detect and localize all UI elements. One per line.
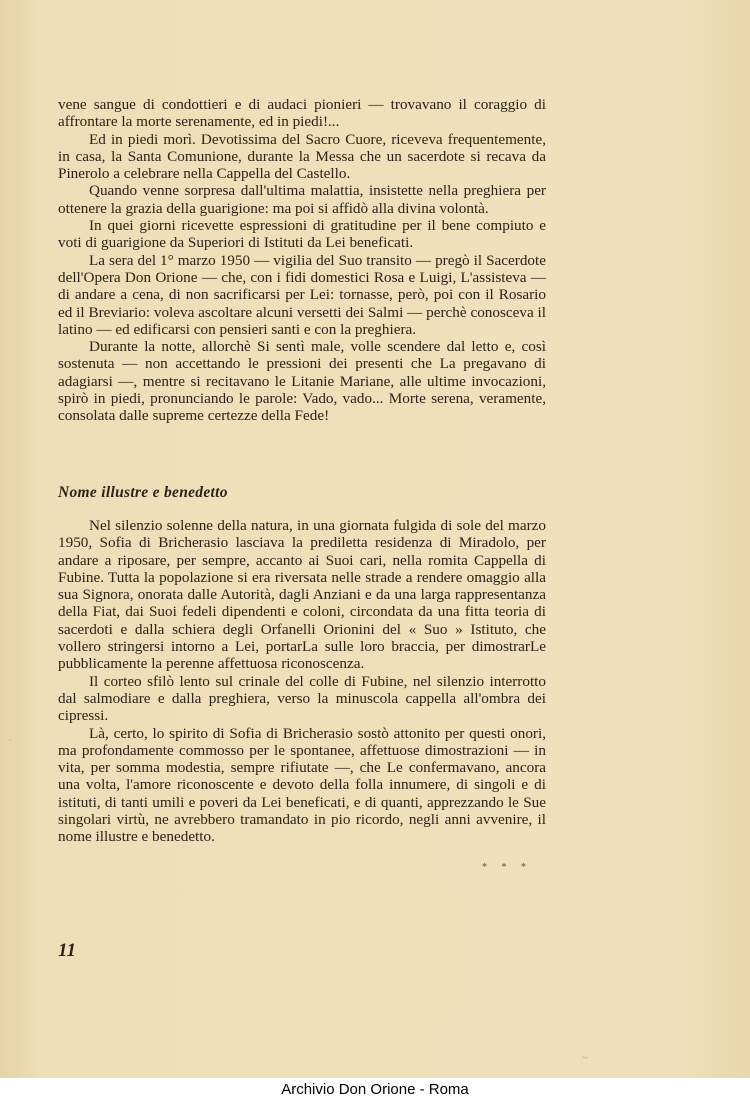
page-blemish: · [8,735,12,747]
paragraph: Nel silenzio solenne della natura, in una giornata fulgida di sole del marzo 1950, Sofia di Bricherasio lasciava la prediletta residenza di Miradolo, per andare a riposare, per sempre, accanto ai Suoi cari, nella romita Cappella di Fubine. Tutta la popolazione si era riversata nelle strade a rendere omaggio alla sua Signora, onorata dalle Autorità, dagli Anziani e da una larga rappresentanza della Fiat, dai Suoi fedeli dipendenti e coloni, circondata da una fitta teoria di sacerdoti e dalla schiera degli Orfanelli Orionini del « Suo » Istituto, che vollero stringersi intorno a Lei, portarLa sulle loro braccia, per dimostrarLe pubblicamente la perenne affettuosa riconoscenza. [58,517,546,673]
section-heading: Nome illustre e benedetto [58,484,228,501]
section-separator: * * * [482,862,532,873]
paragraph: Là, certo, lo spirito di Sofia di Bricherasio sostò attonito per questi onori, ma profondamente commosso per le spontanee, affettuose dimostrazioni — in vita, per somma modestia, sempre rifiutate —, che Le confermavano, ancora una volta, l'amore riconoscente e devoto della folla innumere, di singoli e di istituti, di tanti umili e poveri da Lei beneficati, e di quanti, apprezzando le Sue singolari virtù, ne avrebbero tramandato in pio ricordo, negli anni avvenire, il nome illustre e benedetto. [58,724,546,846]
paragraph: Durante la notte, allorchè Si sentì male, volle scendere dal letto e, così sostenuta — non accettando le pressioni dei presenti che La pregavano di adagiarsi —, mentre si recitavano le Litanie Mariane, alle ultime invocazioni, spirò in piedi, pronunciando le parole: Vado, vado... Morte serena, veramente, consolata dalle supreme certezze della Fede! [58,338,546,425]
text-block-top [58,96,546,425]
paragraph: Il corteo sfilò lento sul crinale del colle di Fubine, nel silenzio interrotto dal salmodiare e dalla preghiera, verso la minuscola cappella all'ombra dei cipressi. [58,672,546,725]
paragraph: La sera del 1° marzo 1950 — vigilia del Suo transito — pregò il Sacerdote dell'Opera Don Orione — che, con i fidi domestici Rosa e Luigi, L'assisteva — di andare a cena, di non sacrificarsi per Lei: tornasse, però, poi con il Rosario ed il Breviario: voleva ascoltare alcuni versetti dei Salmi — perchè conosceva il latino — ed edificarsi con pensieri santi e con la preghiera. [58,251,546,338]
paragraph: vene sangue di condottieri e di audaci pionieri — trovavano il coraggio di affrontare la morte serenamente, ed in piedi!... [58,96,546,131]
text-block-bottom [58,517,546,846]
page-number: 11 [58,940,76,961]
page-blemish: ~ [582,1052,588,1064]
paragraph: Quando venne sorpresa dall'ultima malattia, insistette nella preghiera per ottenere la grazia della guarigione: ma poi si affidò alla divina volontà. [58,182,546,217]
paragraph: In quei giorni ricevette espressioni di gratitudine per il bene compiuto e voti di guarigione da Superiori di Istituti da Lei beneficati. [58,217,546,252]
paragraph: Ed in piedi morì. Devotissima del Sacro Cuore, riceveva frequentemente, in casa, la Santa Comunione, durante la Messa che un sacerdote si recava da Pinerolo a celebrare nella Cappella del Castello. [58,130,546,183]
archive-footer: Archivio Don Orione - Roma [0,1078,750,1101]
